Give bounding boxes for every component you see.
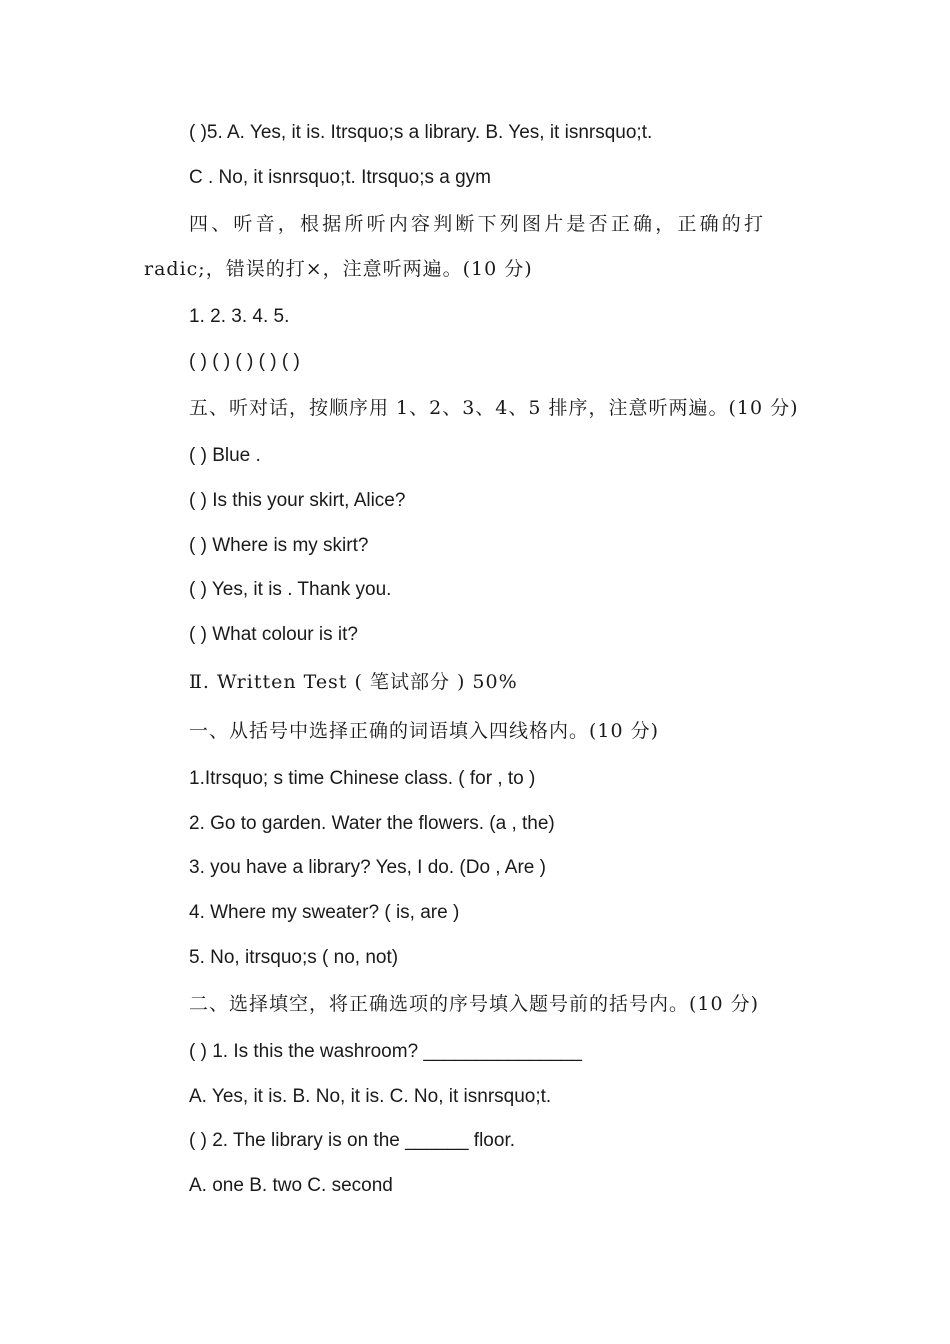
section-heading-five: 五、听对话，按顺序用 1、2、3、4、5 排序，注意听两遍。(10 分) xyxy=(189,397,799,419)
section-heading-four: 四、听音，根据所听内容判断下列图片是否正确，正确的打 xyxy=(189,213,767,235)
fill-in-line: 4. Where my sweater? ( is, are ) xyxy=(189,902,460,923)
multiple-choice-question: ( ) 2. The library is on the ______ floor. xyxy=(189,1130,515,1151)
written-test-heading: Ⅱ. Written Test ( 笔试部分 ) 50% xyxy=(189,671,518,693)
fill-in-line: 2. Go to garden. Water the flowers. (a , the) xyxy=(189,813,555,834)
multiple-choice-options: A. Yes, it is. B. No, it is. C. No, it isnrsquo;t. xyxy=(189,1086,552,1107)
fill-in-line: 3. you have a library? Yes, I do. (Do , Are ) xyxy=(189,857,546,878)
fill-in-line: 5. No, itrsquo;s ( no, not) xyxy=(189,947,399,968)
dialogue-line: ( ) What colour is it? xyxy=(189,624,358,645)
question-line: ( )5. A. Yes, it is. Itrsquo;s a library. B. Yes, it isnrsquo;t. xyxy=(189,122,653,143)
section-heading-two: 二、选择填空，将正确选项的序号填入题号前的括号内。(10 分) xyxy=(189,993,760,1015)
section-heading-four-continued: radic;，错误的打×，注意听两遍。(10 分) xyxy=(144,258,533,280)
multiple-choice-question: ( ) 1. Is this the washroom? _______________ xyxy=(189,1041,582,1062)
picture-numbers-line: 1. 2. 3. 4. 5. xyxy=(189,306,290,327)
answer-brackets-line: ( ) ( ) ( ) ( ) ( ) xyxy=(189,351,300,372)
multiple-choice-options: A. one B. two C. second xyxy=(189,1175,393,1196)
dialogue-line: ( ) Where is my skirt? xyxy=(189,535,369,556)
fill-in-line: 1.Itrsquo; s time Chinese class. ( for , to ) xyxy=(189,768,536,789)
dialogue-line: ( ) Blue . xyxy=(189,445,261,466)
answer-options-line: C . No, it isnrsquo;t. Itrsquo;s a gym xyxy=(189,167,491,188)
dialogue-line: ( ) Yes, it is . Thank you. xyxy=(189,579,392,600)
dialogue-line: ( ) Is this your skirt, Alice? xyxy=(189,490,406,511)
section-heading-one: 一、从括号中选择正确的词语填入四线格内。(10 分) xyxy=(189,720,660,742)
